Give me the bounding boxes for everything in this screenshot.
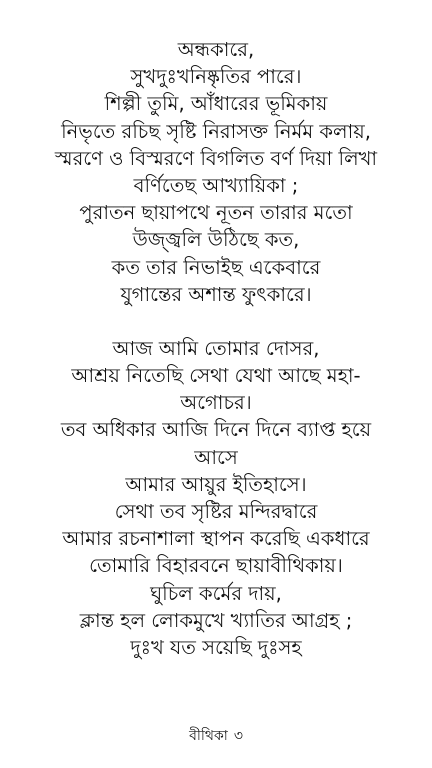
page-number: ৩: [233, 728, 243, 744]
book-title: বীথিকা: [189, 728, 228, 744]
poem-line: দুঃখ যত সয়েছি দুঃসহ: [130, 635, 302, 659]
poem-line: অন্ধকারে,: [177, 38, 255, 61]
poem-line: আসে: [194, 445, 238, 469]
poem-line: আমার রচনাশালা স্থাপন করেছি একধারে: [62, 527, 370, 551]
poem-stanza-1: [0, 36, 432, 308]
poem-line: সুখদুঃখনিষ্কৃতির পারে।: [130, 65, 302, 89]
page-footer: [0, 726, 432, 746]
poem-line: আশ্রয় নিতেছি সেথা যেথা আছে মহা-: [71, 364, 361, 388]
poem-line: স্মরণে ও বিস্মরণে বিগলিত বর্ণ দিয়া লিখা: [54, 146, 378, 170]
poem-line: তোমারি বিহারবনে ছায়াবীথিকায়।: [89, 554, 343, 578]
poem-line: কত তার নিভাইছ একেবারে: [111, 255, 321, 279]
poem-line: আজ আমি তোমার দোসর,: [112, 336, 320, 360]
poem-line: বর্ণিতেছ আখ্যায়িকা ;: [133, 173, 299, 197]
poem-line: যুগান্তের অশান্ত ফুৎকারে।: [120, 282, 312, 306]
poem-line: নিভৃতে রচিছ সৃষ্টি নিরাসক্ত নির্মম কলায়,: [61, 119, 371, 143]
poem-line: ঘুচিল কর্মের দায়,: [150, 581, 282, 605]
poem-line: অগোচর।: [180, 391, 252, 415]
poem-line: ক্লান্ত হল লোকমুখে খ্যাতির আগ্রহ ;: [79, 608, 353, 632]
poem-stanza-2: [0, 335, 432, 661]
poem-line: শিল্পী তুমি, আঁধারের ভূমিকায়: [104, 92, 328, 116]
poem-line: সেথা তব সৃষ্টির মন্দিরদ্বারে: [114, 500, 318, 523]
poem-line: উজ্জ্বলি উঠিছে কত,: [132, 228, 300, 252]
poem-body: [0, 36, 432, 661]
poem-line: পুরাতন ছায়াপথে নূতন তারার মতো: [79, 201, 353, 225]
poem-line: আমার আয়ুর ইতিহাসে।: [125, 472, 307, 496]
poem-line: তব অধিকার আজি দিনে দিনে ব্যাপ্ত হয়ে: [60, 418, 372, 442]
